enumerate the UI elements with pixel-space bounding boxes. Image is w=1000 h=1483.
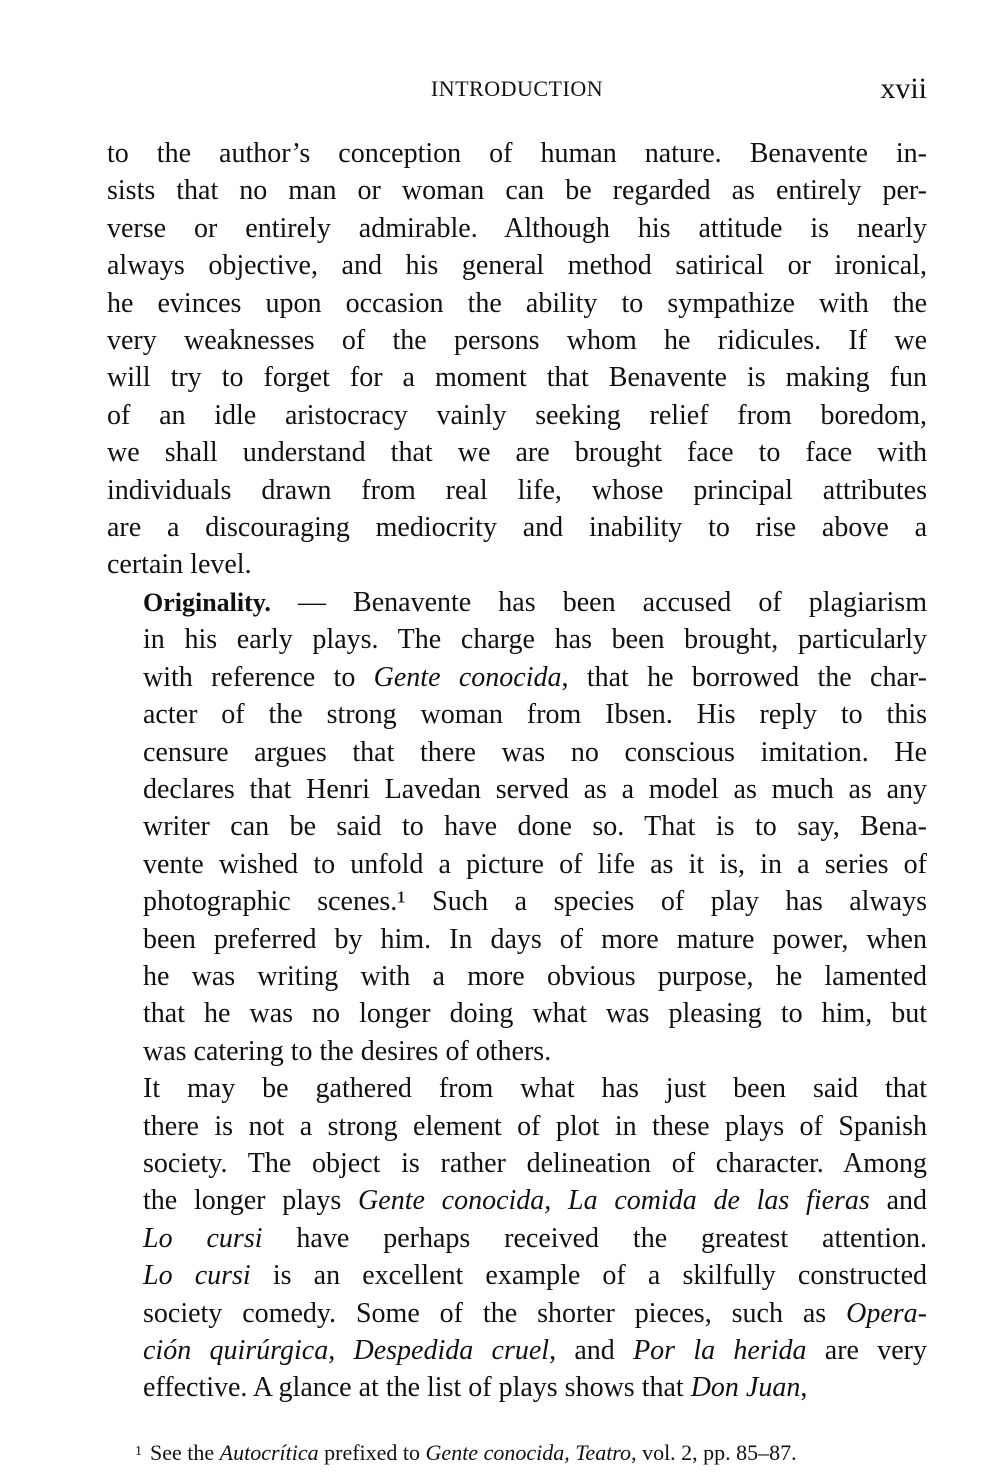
text-line: he was writing with a more obvious purpose, he lamented	[143, 960, 927, 992]
text-line: writer can be said to have done so. That is to say, Bena-	[143, 811, 927, 843]
text-line: that he was no longer doing what was pleasing to him, but	[143, 998, 927, 1030]
text-line: with reference to Gente conocida, that he borrowed the char-	[143, 661, 927, 693]
page-header	[107, 72, 927, 112]
text-line: Lo cursi have perhaps received the greatest attention.	[143, 1222, 927, 1254]
paragraph-originality	[107, 584, 927, 1070]
text-line: Originality. — Benavente has been accused of plagiarism	[143, 586, 927, 618]
footnote-marker: 1	[135, 1444, 142, 1459]
text-line: sists that no man or woman can be regarded as entirely per-	[107, 175, 927, 207]
text-line: effective. A glance at the list of plays shows that Don Juan,	[143, 1372, 808, 1404]
text-line: the longer plays Gente conocida, La comida de las fieras and	[143, 1185, 927, 1217]
text-line: acter of the strong woman from Ibsen. His reply to this	[143, 699, 927, 731]
paragraph-3	[107, 1070, 927, 1407]
page-body	[107, 135, 927, 1407]
text-line: he evinces upon occasion the ability to sympathize with the	[107, 287, 927, 319]
text-line: ción quirúrgica, Despedida cruel, and Por la herida are very	[143, 1335, 928, 1366]
text-line: individuals drawn from real life, whose principal attributes	[107, 474, 927, 506]
text-line: verse or entirely admirable. Although his attitude is nearly	[107, 212, 927, 244]
text-line: certain level.	[107, 549, 252, 581]
text-line: very weaknesses of the persons whom he ridicules. If we	[107, 325, 927, 357]
text-line: It may be gathered from what has just been said that	[143, 1073, 927, 1105]
page-number: xvii	[880, 72, 927, 105]
text-line: been preferred by him. In days of more mature power, when	[143, 923, 927, 955]
text-line: society comedy. Some of the shorter pieces, such as Opera-	[143, 1297, 927, 1329]
text-line: declares that Henri Lavedan served as a model as much as any	[143, 773, 927, 805]
text-line: was catering to the desires of others.	[143, 1035, 552, 1067]
text-line: society. The object is rather delineation of character. Among	[143, 1147, 927, 1179]
text-line: always objective, and his general method satirical or ironical,	[107, 250, 927, 282]
text-line: we shall understand that we are brought face to face with	[107, 437, 927, 469]
text-line: vente wished to unfold a picture of life as it is, in a series of	[143, 848, 927, 880]
running-head: INTRODUCTION	[430, 76, 604, 101]
text-line: of an idle aristocracy vainly seeking relief from boredom,	[107, 399, 927, 431]
text-line: are a discouraging mediocrity and inability to rise above a	[107, 512, 927, 544]
paragraph-1	[107, 135, 927, 584]
text-line: in his early plays. The charge has been brought, particularly	[143, 624, 927, 656]
text-line: there is not a strong element of plot in these plays of Spanish	[143, 1110, 927, 1142]
section-heading: Originality.	[143, 587, 271, 617]
text-line: censure argues that there was no conscious imitation. He	[143, 736, 927, 768]
footnote	[135, 1440, 935, 1466]
footnote-text: See the Autocrítica prefixed to Gente conocida, Teatro, vol. 2, pp. 85–87.	[150, 1440, 797, 1465]
text-line: will try to forget for a moment that Benavente is making fun	[107, 362, 927, 394]
text-line: photographic scenes.¹ Such a species of play has always	[143, 886, 927, 918]
text-line: to the author’s conception of human nature. Benavente in-	[107, 138, 927, 169]
text-line: Lo cursi is an excellent example of a skilfully constructed	[143, 1260, 927, 1292]
